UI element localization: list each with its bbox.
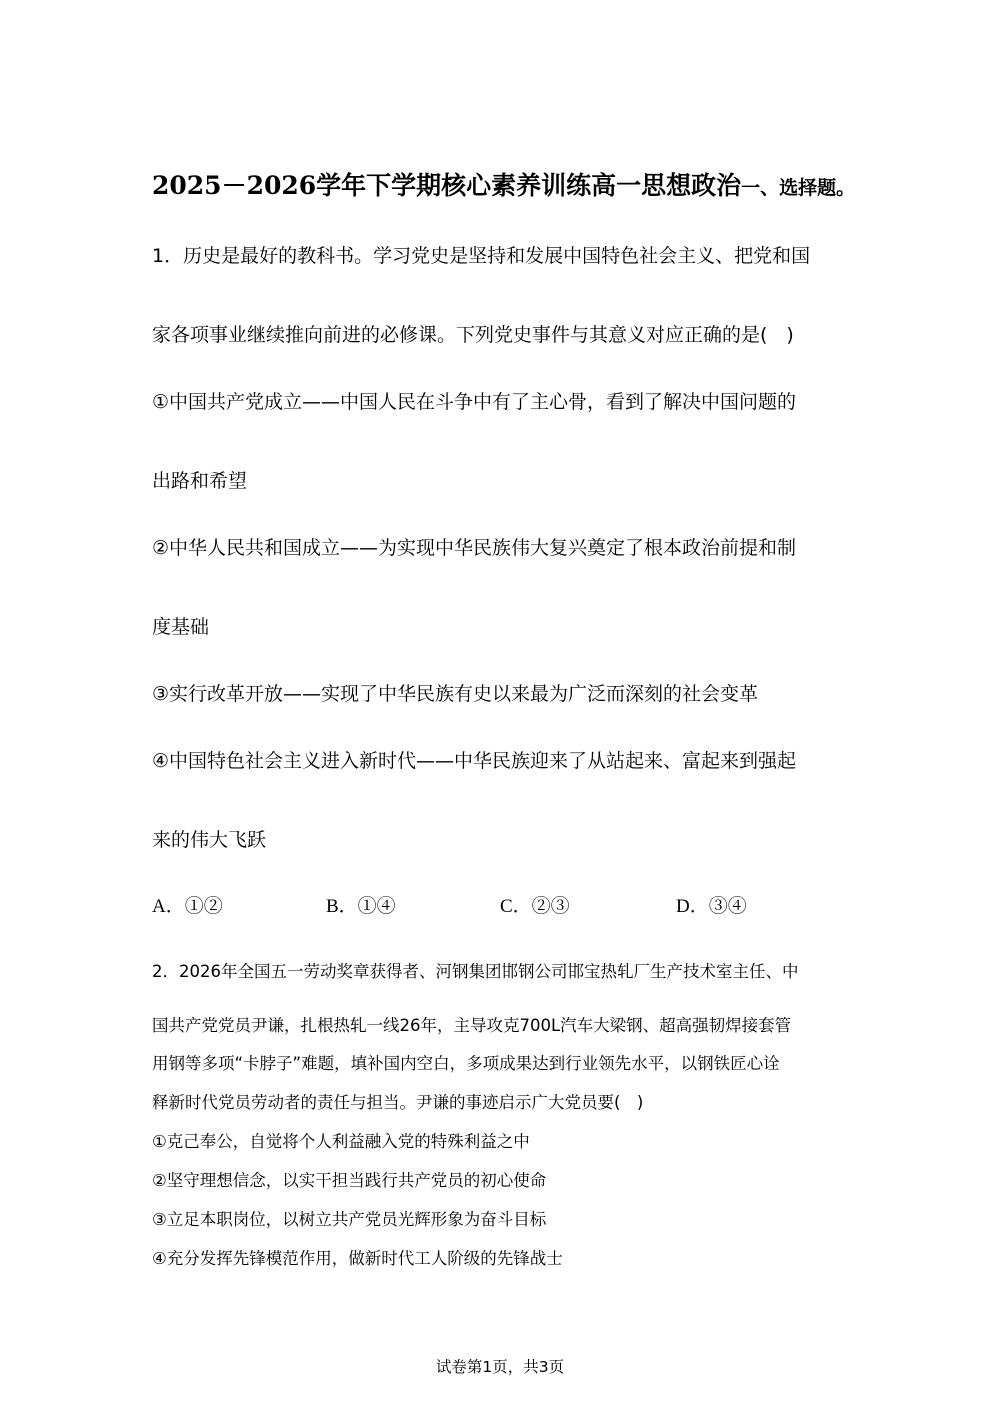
question-1-statement: ③实行改革开放——实现了中华民族有史以来最为广泛而深刻的社会变革 <box>152 683 759 705</box>
question-1-statement: 出路和希望 <box>152 470 248 492</box>
question-2-statement: ②坚守理想信念，以实干担当践行共产党员的初心使命 <box>152 1171 547 1190</box>
question-1-option-d: D．③④ <box>676 896 747 917</box>
question-1-option-a: A．①② <box>152 896 223 917</box>
question-2-line: 2．2026年全国五一劳动奖章获得者、河钢集团邯钢公司邯宝热轧厂生产技术室主任、中 <box>152 962 799 981</box>
question-2-statement: ①克己奉公，自觉将个人利益融入党的特殊利益之中 <box>152 1132 530 1151</box>
question-2-statement: ④充分发挥先锋模范作用，做新时代工人阶级的先锋战士 <box>152 1249 563 1268</box>
exam-title <box>152 170 912 204</box>
question-2-statement: ③立足本职岗位，以树立共产党员光辉形象为奋斗目标 <box>152 1210 547 1229</box>
page-footer: 试卷第1页，共3页 <box>435 1358 565 1376</box>
question-1-option-b: B．①④ <box>326 896 396 917</box>
question-1-option-c: C．②③ <box>500 896 570 917</box>
question-2-line: 用钢等多项“卡脖子”难题，填补国内空白，多项成果达到行业领先水平，以钢铁匠心诠 <box>152 1054 780 1073</box>
question-1-statement: 来的伟大飞跃 <box>152 829 267 851</box>
question-1-statement: 度基础 <box>152 616 210 638</box>
exam-title-text: 2025－2026学年下学期核心素养训练高一思想政治 <box>152 171 742 200</box>
question-1-line: 家各项事业继续推向前进的必修课。下列党史事件与其意义对应正确的是( ) <box>152 324 794 346</box>
question-2-line: 国共产党党员尹谦，扎根热轧一线26年，主导攻克700L汽车大梁钢、超高强韧焊接套管 <box>152 1016 792 1035</box>
question-1-statement: ①中国共产党成立——中国人民在斗争中有了主心骨，看到了解决中国问题的 <box>152 391 797 413</box>
question-1-statement: ④中国特色社会主义进入新时代——中华民族迎来了从站起来、富起来到强起 <box>152 750 797 772</box>
section-heading: 一、选择题。 <box>741 177 856 199</box>
question-1-statement: ②中华人民共和国成立——为实现中华民族伟大复兴奠定了根本政治前提和制 <box>152 537 797 559</box>
question-1-line: 1．历史是最好的教科书。学习党史是坚持和发展中国特色社会主义、把党和国 <box>152 245 811 267</box>
question-2-line: 释新时代党员劳动者的责任与担当。尹谦的事迹启示广大党员要( ) <box>152 1093 644 1112</box>
